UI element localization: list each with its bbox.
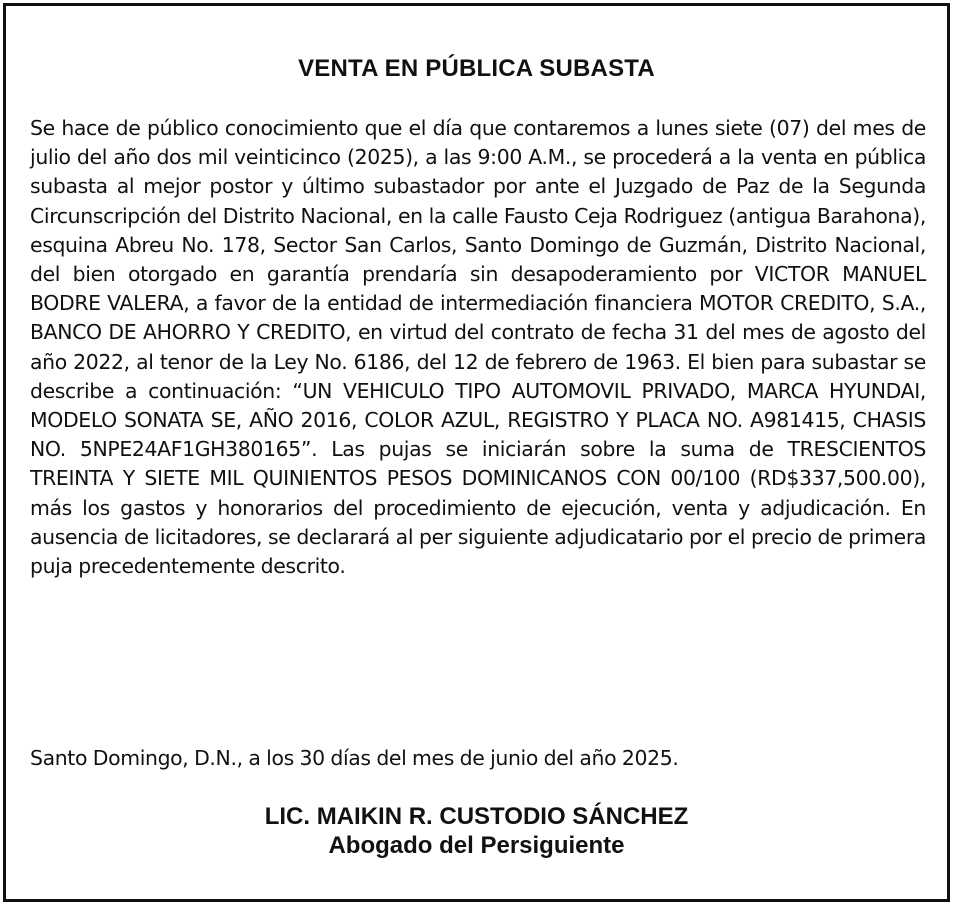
signatory-role: Abogado del Persiguiente	[328, 832, 625, 859]
notice-date-line: Santo Domingo, D.N., a los 30 días del mes de junio del año 2025.	[30, 746, 679, 770]
notice-title: VENTA EN PÚBLICA SUBASTA	[298, 55, 655, 82]
auction-notice	[3, 3, 950, 902]
notice-body: Se hace de público conocimiento que el día que contaremos a lunes siete (07) del mes de julio del año dos mil veinticinco (2025), a las 9:00 A.M., se procederá a la venta en pública subasta al mejor postor y último subastador por ante el Juzgado de Paz de la Segunda Circunscripción del Distrito Nacional, en la calle Fausto Ceja Rodriguez (antigua Barahona), esquina Abreu No. 178, Sector San Carlos, Santo Domingo de Guzmán, Distrito Nacional, del bien otorgado en garantía prendaría sin desapoderamiento por VICTOR MANUEL BODRE VALERA, a favor de la entidad de intermediación financiera MOTOR CREDITO, S.A., BANCO DE AHORRO Y CREDITO, en virtud del contrato de fecha 31 del mes de agosto del año 2022, al tenor de la Ley No. 6186, del 12 de febrero de 1963. El bien para subastar se describe a continuación: “UN VEHICULO TIPO AUTOMOVIL PRIVADO, MARCA HYUNDAI, MODELO SONATA SE, AÑO 2016, COLOR AZUL, REGISTRO Y PLACA NO. A981415, CHASIS NO. 5NPE24AF1GH380165”. Las pujas se iniciarán sobre la suma de TRESCIENTOS TREINTA Y SIETE MIL QUINIENTOS PESOS DOMINICANOS CON 00/100 (RD$337,500.00), más los gastos y honorarios del procedimiento de ejecución, venta y adjudicación. En ausencia de licitadores, se declarará al per siguiente adjudicatario por el precio de primera puja precedentemente descrito.	[30, 116, 926, 579]
signatory-name: LIC. MAIKIN R. CUSTODIO SÁNCHEZ	[264, 803, 689, 830]
